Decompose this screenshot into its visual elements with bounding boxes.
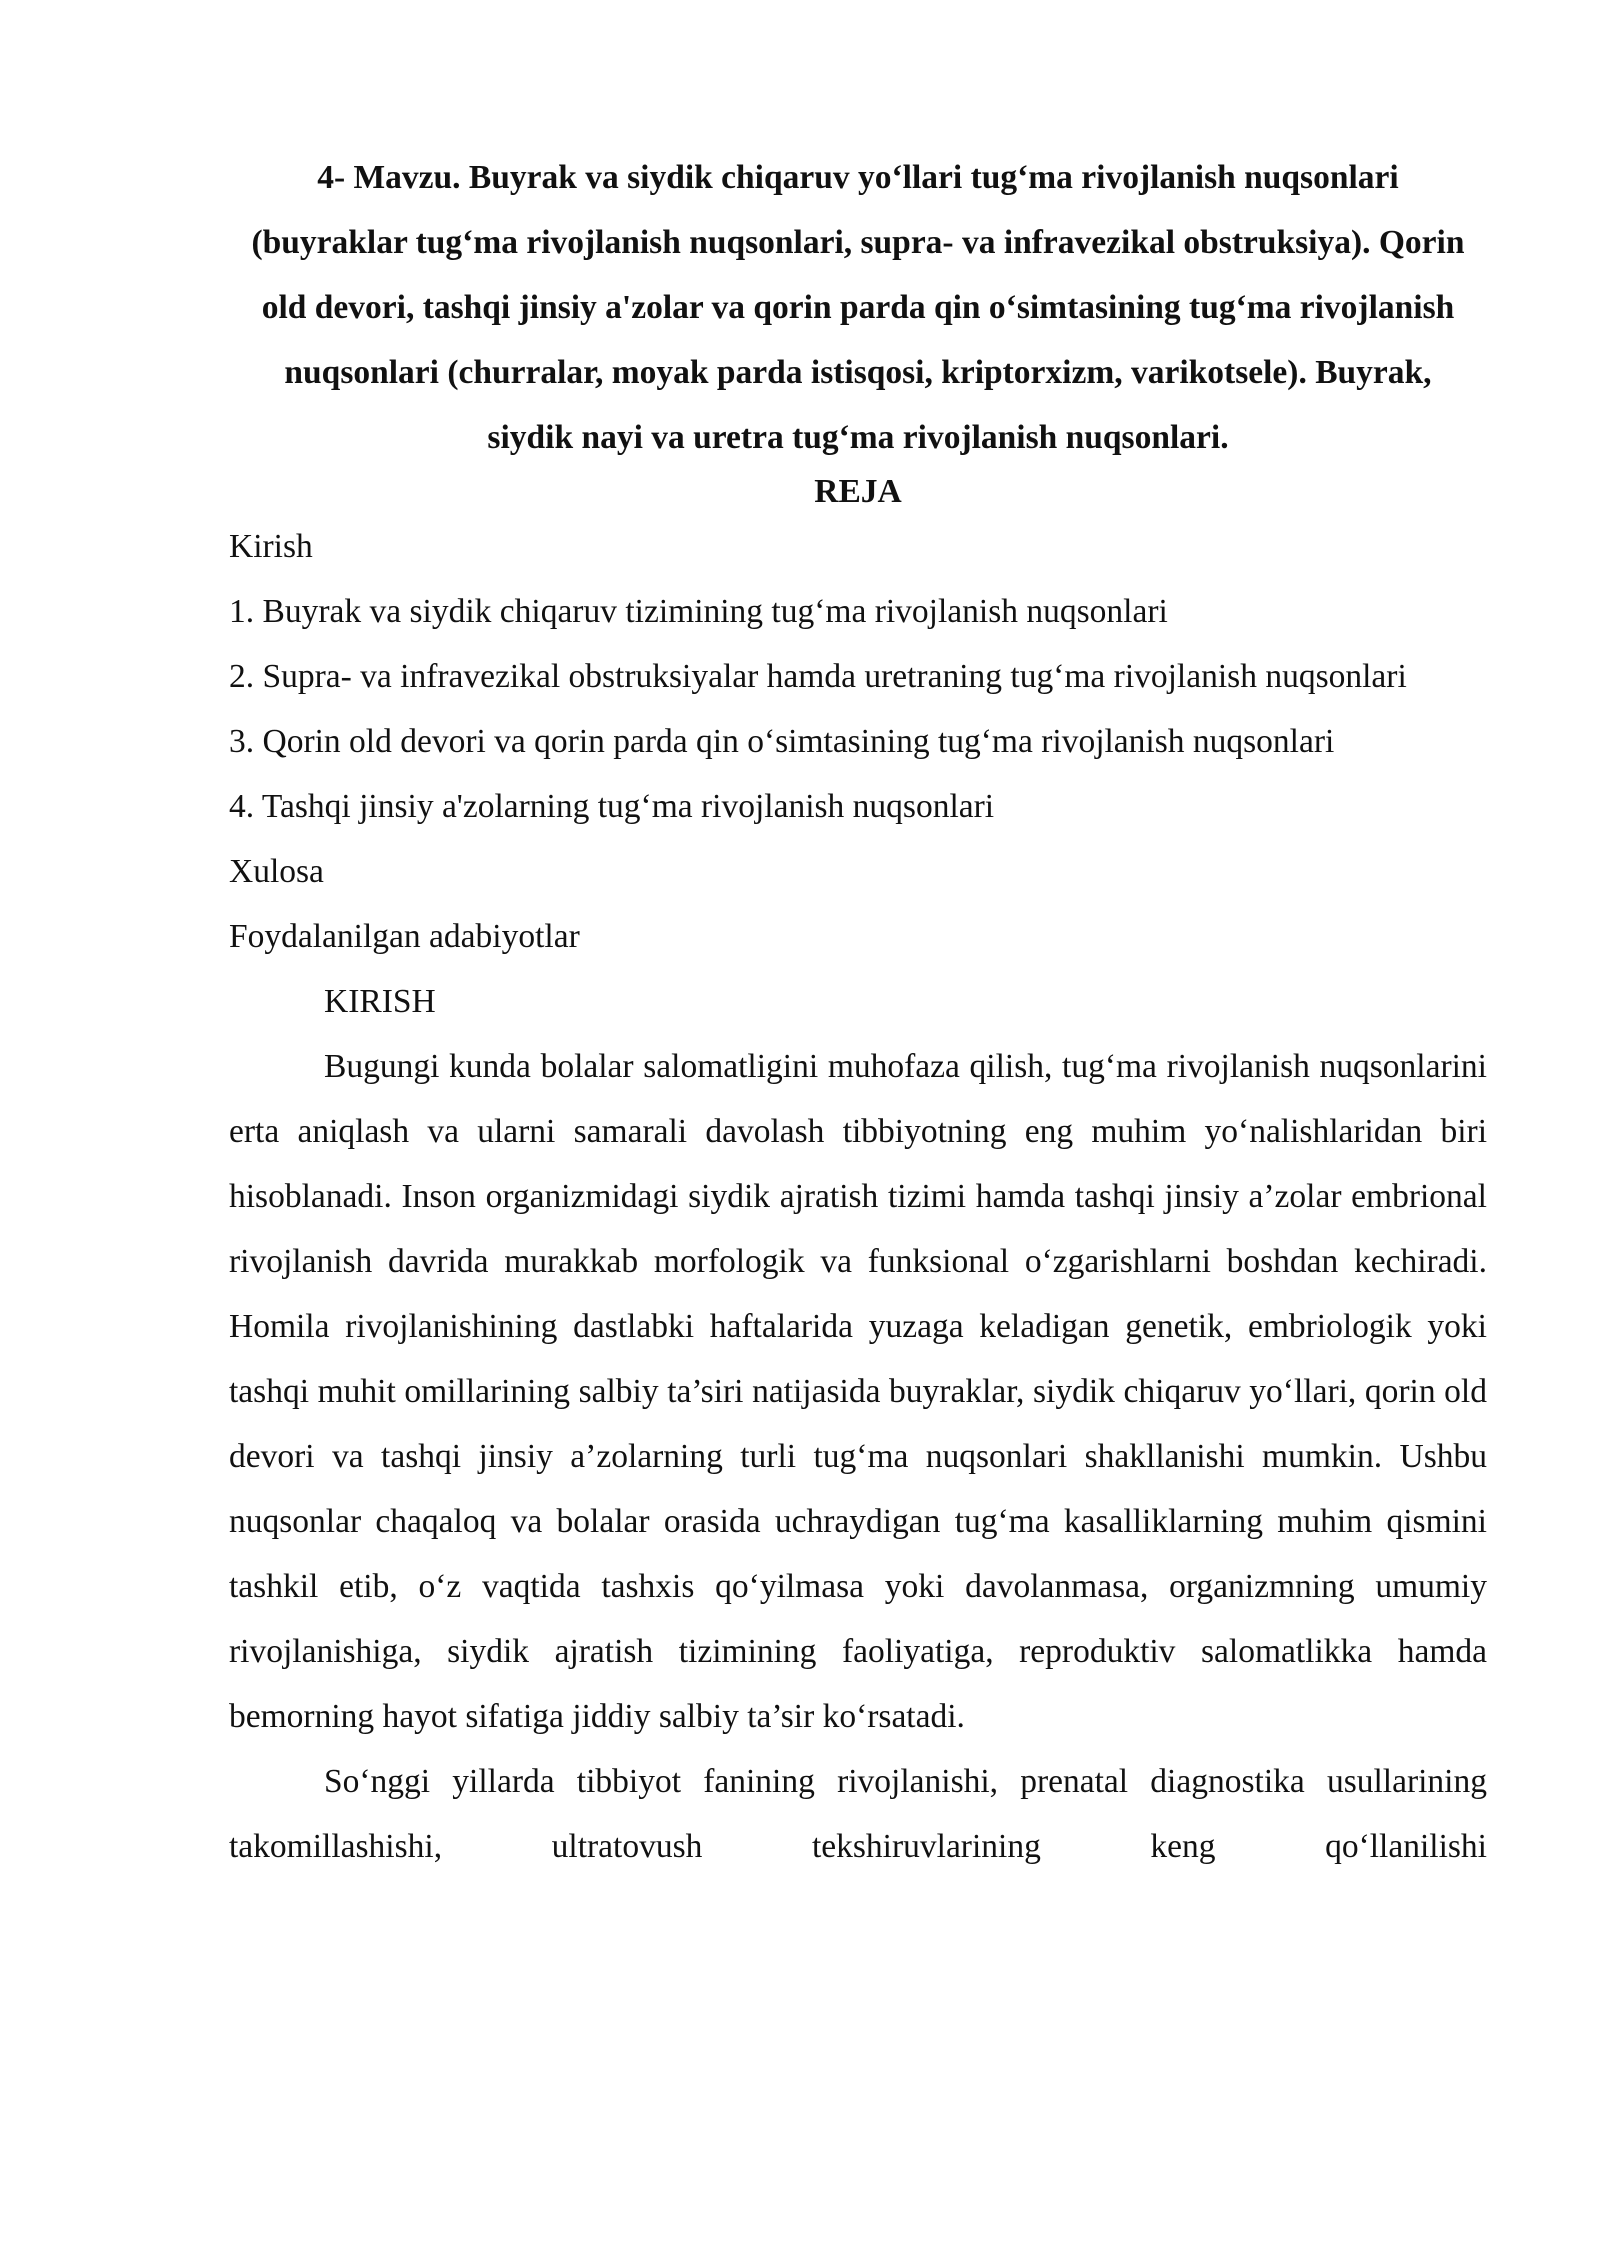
plan-item-conclusion: Xulosa bbox=[229, 853, 324, 890]
body-paragraph-2: So‘nggi yillarda tibbiyot fanining rivojlanishi, prenatal diagnostika usullarining takomillashishi, ultratovush tekshiruvlarining keng qo‘llanilishi bbox=[229, 1763, 1487, 1865]
plan-item-1: 1. Buyrak va siydik chiqaruv tizimining tug‘ma rivojlanish nuqsonlari bbox=[229, 593, 1168, 630]
section-heading: KIRISH bbox=[324, 983, 436, 1020]
page-content bbox=[229, 145, 1487, 1879]
plan-item-4: 4. Tashqi jinsiy a'zolarning tug‘ma rivojlanish nuqsonlari bbox=[229, 788, 995, 825]
body-paragraph-1: Bugungi kunda bolalar salomatligini muhofaza qilish, tug‘ma rivojlanish nuqsonlarini erta aniqlash va ularni samarali davolash tibbiyotning eng muhim yo‘nalishlaridan biri hisoblanadi. Inson organizmidagi siydik ajratish tizimi hamda tashqi jinsiy a’zolar embrional rivojlanish davrida murakkab morfologik va funksional o‘zgarishlarni boshdan kechiradi. Homila rivojlanishining dastlabki haftalarida yuzaga keladigan genetik, embriologik yoki tashqi muhit omillarining salbiy ta’siri natijasida buyraklar, siydik chiqaruv yo‘llari, qorin old devori va tashqi jinsiy a’zolarning turli tug‘ma nuqsonlari shakllanishi mumkin. Ushbu nuqsonlar chaqaloq va bolalar orasida uchraydigan tug‘ma kasalliklarning muhim qismini tashkil etib, o‘z vaqtida tashxis qo‘yilmasa yoki davolanmasa, organizmning umumiy rivojlanishiga, siydik ajratish tizimining faoliyatiga, reproduktiv salomatlikka hamda bemorning hayot sifatiga jiddiy salbiy ta’sir ko‘rsatadi. bbox=[229, 1048, 1487, 1735]
plan-item-intro: Kirish bbox=[229, 528, 313, 565]
plan-item-3: 3. Qorin old devori va qorin parda qin o‘simtasining tug‘ma rivojlanish nuqsonlari bbox=[229, 723, 1335, 760]
plan-item-references: Foydalanilgan adabiyotlar bbox=[229, 918, 580, 955]
document-title: 4- Mavzu. Buyrak va siydik chiqaruv yo‘llari tug‘ma rivojlanish nuqsonlari (buyraklar tug‘ma rivojlanish nuqsonlari, supra- va infravezikal obstruksiya). Qorin old devori, tashqi jinsiy a'zolar va qorin parda qin o‘simtasining tug‘ma rivojlanish nuqsonlari (churralar, moyak parda istisqosi, kriptorxizm, varikotsele). Buyrak, siydik nayi va uretra tug‘ma rivojlanish nuqsonlari. bbox=[251, 159, 1465, 456]
plan-item-2: 2. Supra- va infravezikal obstruksiyalar hamda uretraning tug‘ma rivojlanish nuqsonlari bbox=[229, 658, 1407, 695]
plan-list bbox=[229, 514, 1487, 969]
plan-heading: REJA bbox=[814, 473, 902, 510]
